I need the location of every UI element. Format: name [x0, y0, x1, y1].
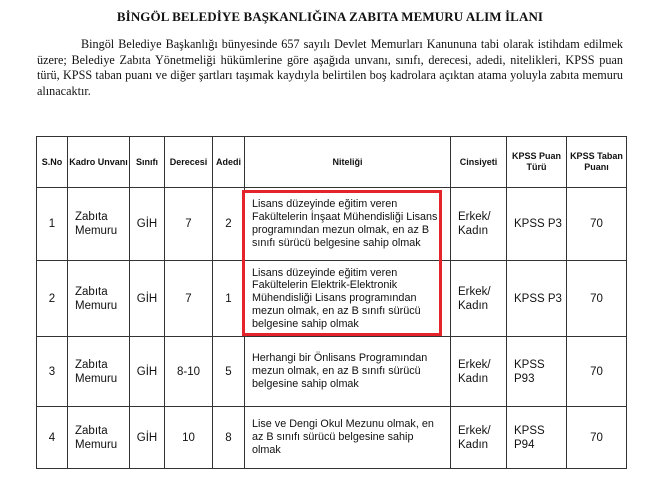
cell-puan-turu: KPSS P3: [507, 188, 567, 261]
header-kpss-taban-puani: KPSS Taban Puanı: [567, 137, 627, 188]
positions-table: [36, 136, 627, 469]
header-kpss-puan-turu: KPSS Puan Türü: [507, 137, 567, 188]
intro-paragraph: [37, 37, 623, 99]
cell-adet: 8: [213, 407, 245, 469]
cell-derece: 8-10: [165, 337, 213, 407]
cell-nitelik: Herhangi bir Önlisans Programından mezun olmak, en az B sınıfı sürücü belgesine sahip olmak: [245, 337, 451, 407]
cell-nitelik: Lise ve Dengi Okul Mezunu olmak, en az B sınıfı sürücü belgesine sahip olmak: [245, 407, 451, 469]
cell-unvan: Zabıta Memuru: [68, 337, 130, 407]
cell-sno: 3: [37, 337, 68, 407]
cell-taban: 70: [567, 188, 627, 261]
cell-unvan: Zabıta Memuru: [68, 188, 130, 261]
cell-nitelik: Lisans düzeyinde eğitim veren Fakültelerin Elektrik-Elektronik Mühendisliği Lisans programından mezun olmak, en az B sınıfı sürücü belgesine sahip olmak: [245, 261, 451, 337]
cell-cinsiyet: Erkek/ Kadın: [451, 407, 507, 469]
table-header-row: [37, 137, 627, 188]
table-row: [37, 261, 627, 337]
cell-sno: 1: [37, 188, 68, 261]
header-derecesi: Derecesi: [165, 137, 213, 188]
cell-sinif: GİH: [130, 261, 165, 337]
cell-derece: 10: [165, 407, 213, 469]
header-sinifi: Sınıfı: [130, 137, 165, 188]
cell-adet: 2: [213, 188, 245, 261]
cell-cinsiyet: Erkek/ Kadın: [451, 188, 507, 261]
header-sno: S.No: [37, 137, 68, 188]
cell-taban: 70: [567, 407, 627, 469]
cell-adet: 1: [213, 261, 245, 337]
table-row: [37, 188, 627, 261]
cell-puan-turu: KPSS P93: [507, 337, 567, 407]
intro-text: Bingöl Belediye Başkanlığı bünyesinde 657 sayılı Devlet Memurları Kanununa tabi olarak istihdam edilmek üzere; Belediye Zabıta Yönetmeliği hükümlerine göre aşağıda unvanı, sınıfı, derecesi, adedi, nitelikleri, KPSS puan türü, KPSS taban puanı ve diğer şartları taşımak kaydıyla belirtilen boş kadrolara açıktan atama yoluyla zabıta memuru alınacaktır.: [37, 37, 623, 98]
table-row: [37, 337, 627, 407]
header-niteligi: Niteliği: [245, 137, 451, 188]
cell-adet: 5: [213, 337, 245, 407]
cell-puan-turu: KPSS P3: [507, 261, 567, 337]
table-row: [37, 407, 627, 469]
cell-puan-turu: KPSS P94: [507, 407, 567, 469]
header-kadro-unvani: Kadro Unvanı: [68, 137, 130, 188]
cell-cinsiyet: Erkek/ Kadın: [451, 337, 507, 407]
cell-taban: 70: [567, 337, 627, 407]
header-cinsiyeti: Cinsiyeti: [451, 137, 507, 188]
cell-sinif: GİH: [130, 337, 165, 407]
cell-unvan: Zabıta Memuru: [68, 407, 130, 469]
cell-unvan: Zabıta Memuru: [68, 261, 130, 337]
cell-sno: 4: [37, 407, 68, 469]
cell-cinsiyet: Erkek/ Kadın: [451, 261, 507, 337]
cell-sinif: GİH: [130, 188, 165, 261]
cell-derece: 7: [165, 188, 213, 261]
cell-sno: 2: [37, 261, 68, 337]
cell-taban: 70: [567, 261, 627, 337]
cell-nitelik: Lisans düzeyinde eğitim veren Fakültelerin İnşaat Mühendisliği Lisans programından mezun olmak, en az B sınıfı sürücü belgesine sahip olmak: [245, 188, 451, 261]
cell-derece: 7: [165, 261, 213, 337]
cell-sinif: GİH: [130, 407, 165, 469]
header-adedi: Adedi: [213, 137, 245, 188]
document-title: BİNGÖL BELEDİYE BAŞKANLIĞINA ZABITA MEMURU ALIM İLANI: [116, 9, 544, 24]
